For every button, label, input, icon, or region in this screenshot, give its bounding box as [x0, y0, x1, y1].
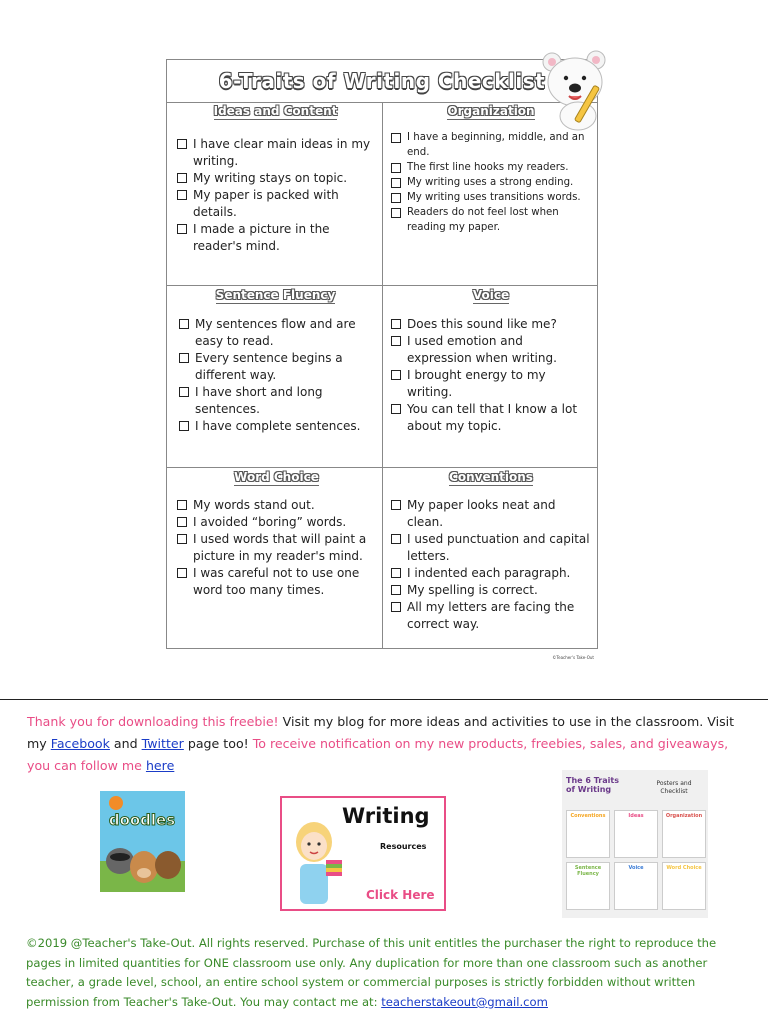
doodles-label: doodles — [108, 811, 176, 829]
checkbox-icon[interactable] — [177, 534, 187, 544]
check-item[interactable]: I used emotion and expression when writing. — [391, 333, 591, 367]
heading-sentence-fluency: Sentence Fluency — [215, 288, 336, 302]
footer-copyright: ©2019 @Teacher's Take-Out. All rights reserved. Purchase of this unit entitles the purchaser the right to reproduce the pages in limited quantities for ONE classroom use only. Any duplication for more than one classroom such as another teacher, a grade level, school, an entire school system or commercial purposes is strictly forbidden without written permission from Teacher's Take-Out. You may contact me at: teacherstakeout@gmail.com — [26, 936, 717, 1009]
checkbox-icon[interactable] — [177, 139, 187, 149]
checkbox-icon[interactable] — [391, 534, 401, 544]
poster-grid — [566, 810, 706, 910]
poster-card: Voice — [614, 862, 658, 910]
checkbox-icon[interactable] — [391, 319, 401, 329]
heading-voice: Voice — [472, 288, 510, 302]
check-item[interactable]: I indented each paragraph. — [391, 565, 591, 582]
polar-bear-mascot-icon — [540, 50, 612, 132]
cell-word-choice — [167, 468, 382, 648]
cell-conventions — [383, 468, 599, 648]
check-item[interactable]: I brought energy to my writing. — [391, 367, 591, 401]
heading-word-choice: Word Choice — [234, 470, 319, 484]
poster-card: Organization — [662, 810, 706, 858]
facebook-link[interactable]: Facebook — [50, 736, 110, 751]
checkbox-icon[interactable] — [391, 193, 401, 203]
poster-card: Conventions — [566, 810, 610, 858]
checkbox-icon[interactable] — [177, 190, 187, 200]
check-item[interactable]: My writing stays on topic. — [177, 170, 374, 187]
doodles-thumbnail[interactable] — [100, 791, 185, 892]
check-item[interactable]: Readers do not feel lost when reading my paper. — [391, 205, 591, 235]
check-item[interactable]: Does this sound like me? — [391, 316, 591, 333]
checkbox-icon[interactable] — [391, 404, 401, 414]
check-item[interactable]: I have clear main ideas in my writing. — [177, 136, 374, 170]
section-divider — [0, 699, 768, 700]
cell-voice — [383, 286, 599, 467]
checkbox-icon[interactable] — [177, 517, 187, 527]
check-item[interactable]: My paper looks neat and clean. — [391, 497, 591, 531]
check-item[interactable]: I used words that will paint a picture in my reader's mind. — [177, 531, 376, 565]
check-item[interactable]: My words stand out. — [177, 497, 376, 514]
follow-here-link[interactable]: here — [145, 758, 175, 773]
six-traits-subtitle: Posters and Checklist — [656, 780, 692, 795]
writing-title: Writing — [342, 804, 430, 828]
check-item[interactable]: I was careful not to use one word too many times. — [177, 565, 376, 599]
checkbox-icon[interactable] — [177, 173, 187, 183]
poster-card: Word Choice — [662, 862, 706, 910]
checkbox-icon[interactable] — [179, 353, 189, 363]
checkbox-icon[interactable] — [391, 208, 401, 218]
poster-card: Sentence Fluency — [566, 862, 610, 910]
check-item[interactable]: All my letters are facing the correct way. — [391, 599, 591, 633]
heading-organization: Organization — [447, 104, 535, 118]
sheet-copyright: ©Teacher's Take-Out — [552, 655, 594, 660]
check-item[interactable]: I have short and long sentences. — [179, 384, 374, 418]
writing-subtitle: Resources — [380, 842, 427, 851]
checkbox-icon[interactable] — [391, 133, 401, 143]
twitter-link[interactable]: Twitter — [141, 736, 184, 751]
checklist-title-bar — [167, 60, 597, 103]
poster-card: Ideas — [614, 810, 658, 858]
checklist-sheet — [166, 59, 598, 660]
six-traits-title: The 6 Traits of Writing — [566, 776, 619, 794]
checklist-title: 6-Traits of Writing Checklist — [218, 69, 546, 93]
heading-ideas-content: Ideas and Content — [213, 104, 338, 118]
check-item[interactable]: I made a picture in the reader's mind. — [177, 221, 374, 255]
check-item[interactable]: I used punctuation and capital letters. — [391, 531, 591, 565]
check-item[interactable]: My spelling is correct. — [391, 582, 591, 599]
checkbox-icon[interactable] — [177, 224, 187, 234]
check-item[interactable]: The first line hooks my readers. — [391, 160, 591, 175]
click-here-button[interactable]: Click Here — [366, 888, 435, 902]
checkbox-icon[interactable] — [179, 319, 189, 329]
checkbox-icon[interactable] — [391, 500, 401, 510]
checklist-grid — [167, 102, 597, 648]
checkbox-icon[interactable] — [391, 370, 401, 380]
check-item[interactable]: You can tell that I know a lot about my topic. — [391, 401, 591, 435]
checkbox-icon[interactable] — [177, 500, 187, 510]
check-item[interactable]: My sentences flow and are easy to read. — [179, 316, 374, 350]
heading-conventions: Conventions — [449, 470, 533, 484]
checkbox-icon[interactable] — [391, 602, 401, 612]
check-item[interactable]: I have complete sentences. — [179, 418, 374, 435]
check-item[interactable]: My writing uses transitions words. — [391, 190, 591, 205]
checkbox-icon[interactable] — [391, 163, 401, 173]
teacher-illustration-icon — [286, 816, 346, 910]
checkbox-icon[interactable] — [179, 387, 189, 397]
checkbox-icon[interactable] — [391, 178, 401, 188]
check-item[interactable]: I have a beginning, middle, and an end. — [391, 130, 591, 160]
email-link[interactable]: teacherstakeout@gmail.com — [381, 994, 548, 1009]
checkbox-icon[interactable] — [391, 585, 401, 595]
check-item[interactable]: Every sentence begins a different way. — [179, 350, 374, 384]
check-item[interactable]: My writing uses a strong ending. — [391, 175, 591, 190]
cell-ideas-content — [167, 102, 382, 285]
check-item[interactable]: My paper is packed with details. — [177, 187, 374, 221]
checkbox-icon[interactable] — [177, 568, 187, 578]
writing-resources-thumbnail[interactable] — [280, 796, 446, 911]
checkbox-icon[interactable] — [391, 336, 401, 346]
checkbox-icon[interactable] — [179, 421, 189, 431]
thank-you-message: Thank you for downloading this freebie! Visit my blog for more ideas and activities to use in the classroom. Visit my Facebook and Twitter page too! To receive notification on my new products, freebies, sales, and giveaways, you can follow me here — [27, 714, 735, 773]
six-traits-thumbnail[interactable] — [562, 770, 708, 918]
check-item[interactable]: I avoided “boring” words. — [177, 514, 376, 531]
cell-sentence-fluency — [167, 286, 382, 467]
checkbox-icon[interactable] — [391, 568, 401, 578]
